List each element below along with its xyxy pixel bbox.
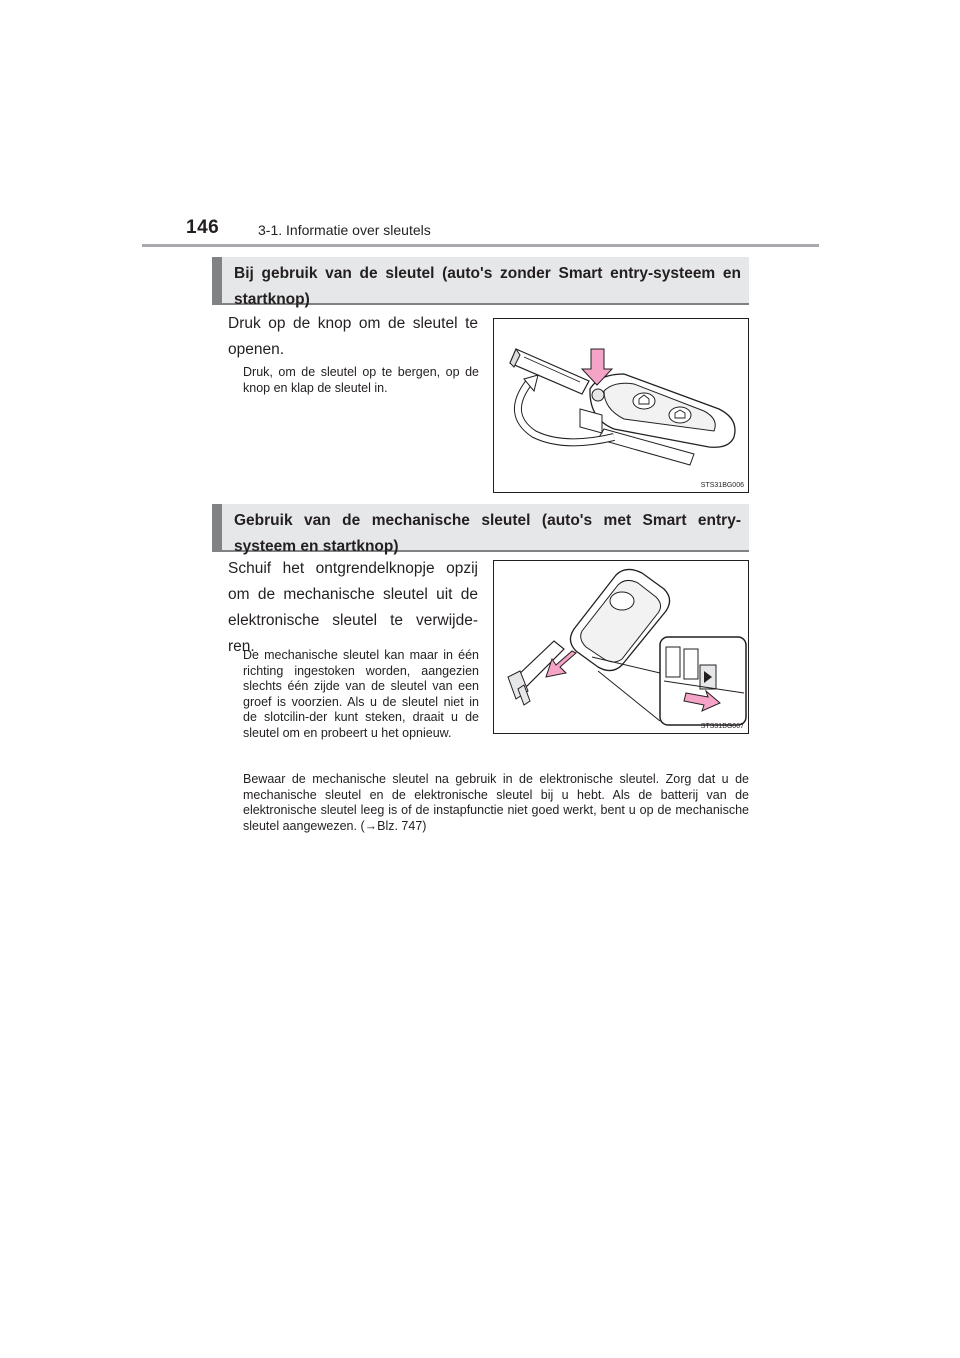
section-heading-mechanical-key — [212, 504, 749, 555]
page-number: 146 — [186, 217, 220, 238]
instruction-remove-mechanical-key: Schuif het ontgrendelknopje opzij om de mechanische sleutel uit de elektronische sleutel te verwijde-ren. — [228, 560, 478, 655]
section-title: 3-1. Informatie over sleutels — [258, 222, 431, 238]
figure-code: STS31BG006 — [700, 482, 744, 489]
figure-code: STS31BG007 — [700, 723, 744, 730]
figure-flip-key — [493, 318, 749, 493]
section-heading-text: Gebruik van de mechanische sleutel (auto's met Smart entry-systeem en startknop) — [234, 512, 741, 555]
smart-key-illustration — [494, 561, 748, 733]
section-heading-text: Bij gebruik van de sleutel (auto's zonder Smart entry-systeem en startknop) — [234, 265, 741, 308]
note-store-key: Druk, om de sleutel op te bergen, op de knop en klap de sleutel in. — [243, 365, 479, 395]
section-heading-key-without-smart-entry — [212, 257, 749, 308]
instruction-open-key: Druk op de knop om de sleutel te openen. — [228, 315, 478, 358]
note-key-orientation: De mechanische sleutel kan maar in één richting ingestoken worden, aangezien slechts één zijde van de sleutel van een groef is voorzien. Als u de sleutel niet in de slotcilin-der kunt steken, draait u de sleutel om en probeert u het opnieuw. — [243, 648, 479, 740]
flip-key-illustration — [494, 319, 748, 492]
header-rule — [142, 244, 819, 247]
figure-smart-key — [493, 560, 749, 734]
note-keep-mechanical-key: Bewaar de mechanische sleutel na gebruik in de elektronische sleutel. Zorg dat u de mechanische sleutel en de elektronische sleutel bij u hebt. Als de batterij van de elektronische sleutel leeg is of de instapfunctie niet goed werkt, bent u op de mechanische sleutel aangewezen. (→Blz. 747) — [243, 772, 749, 833]
